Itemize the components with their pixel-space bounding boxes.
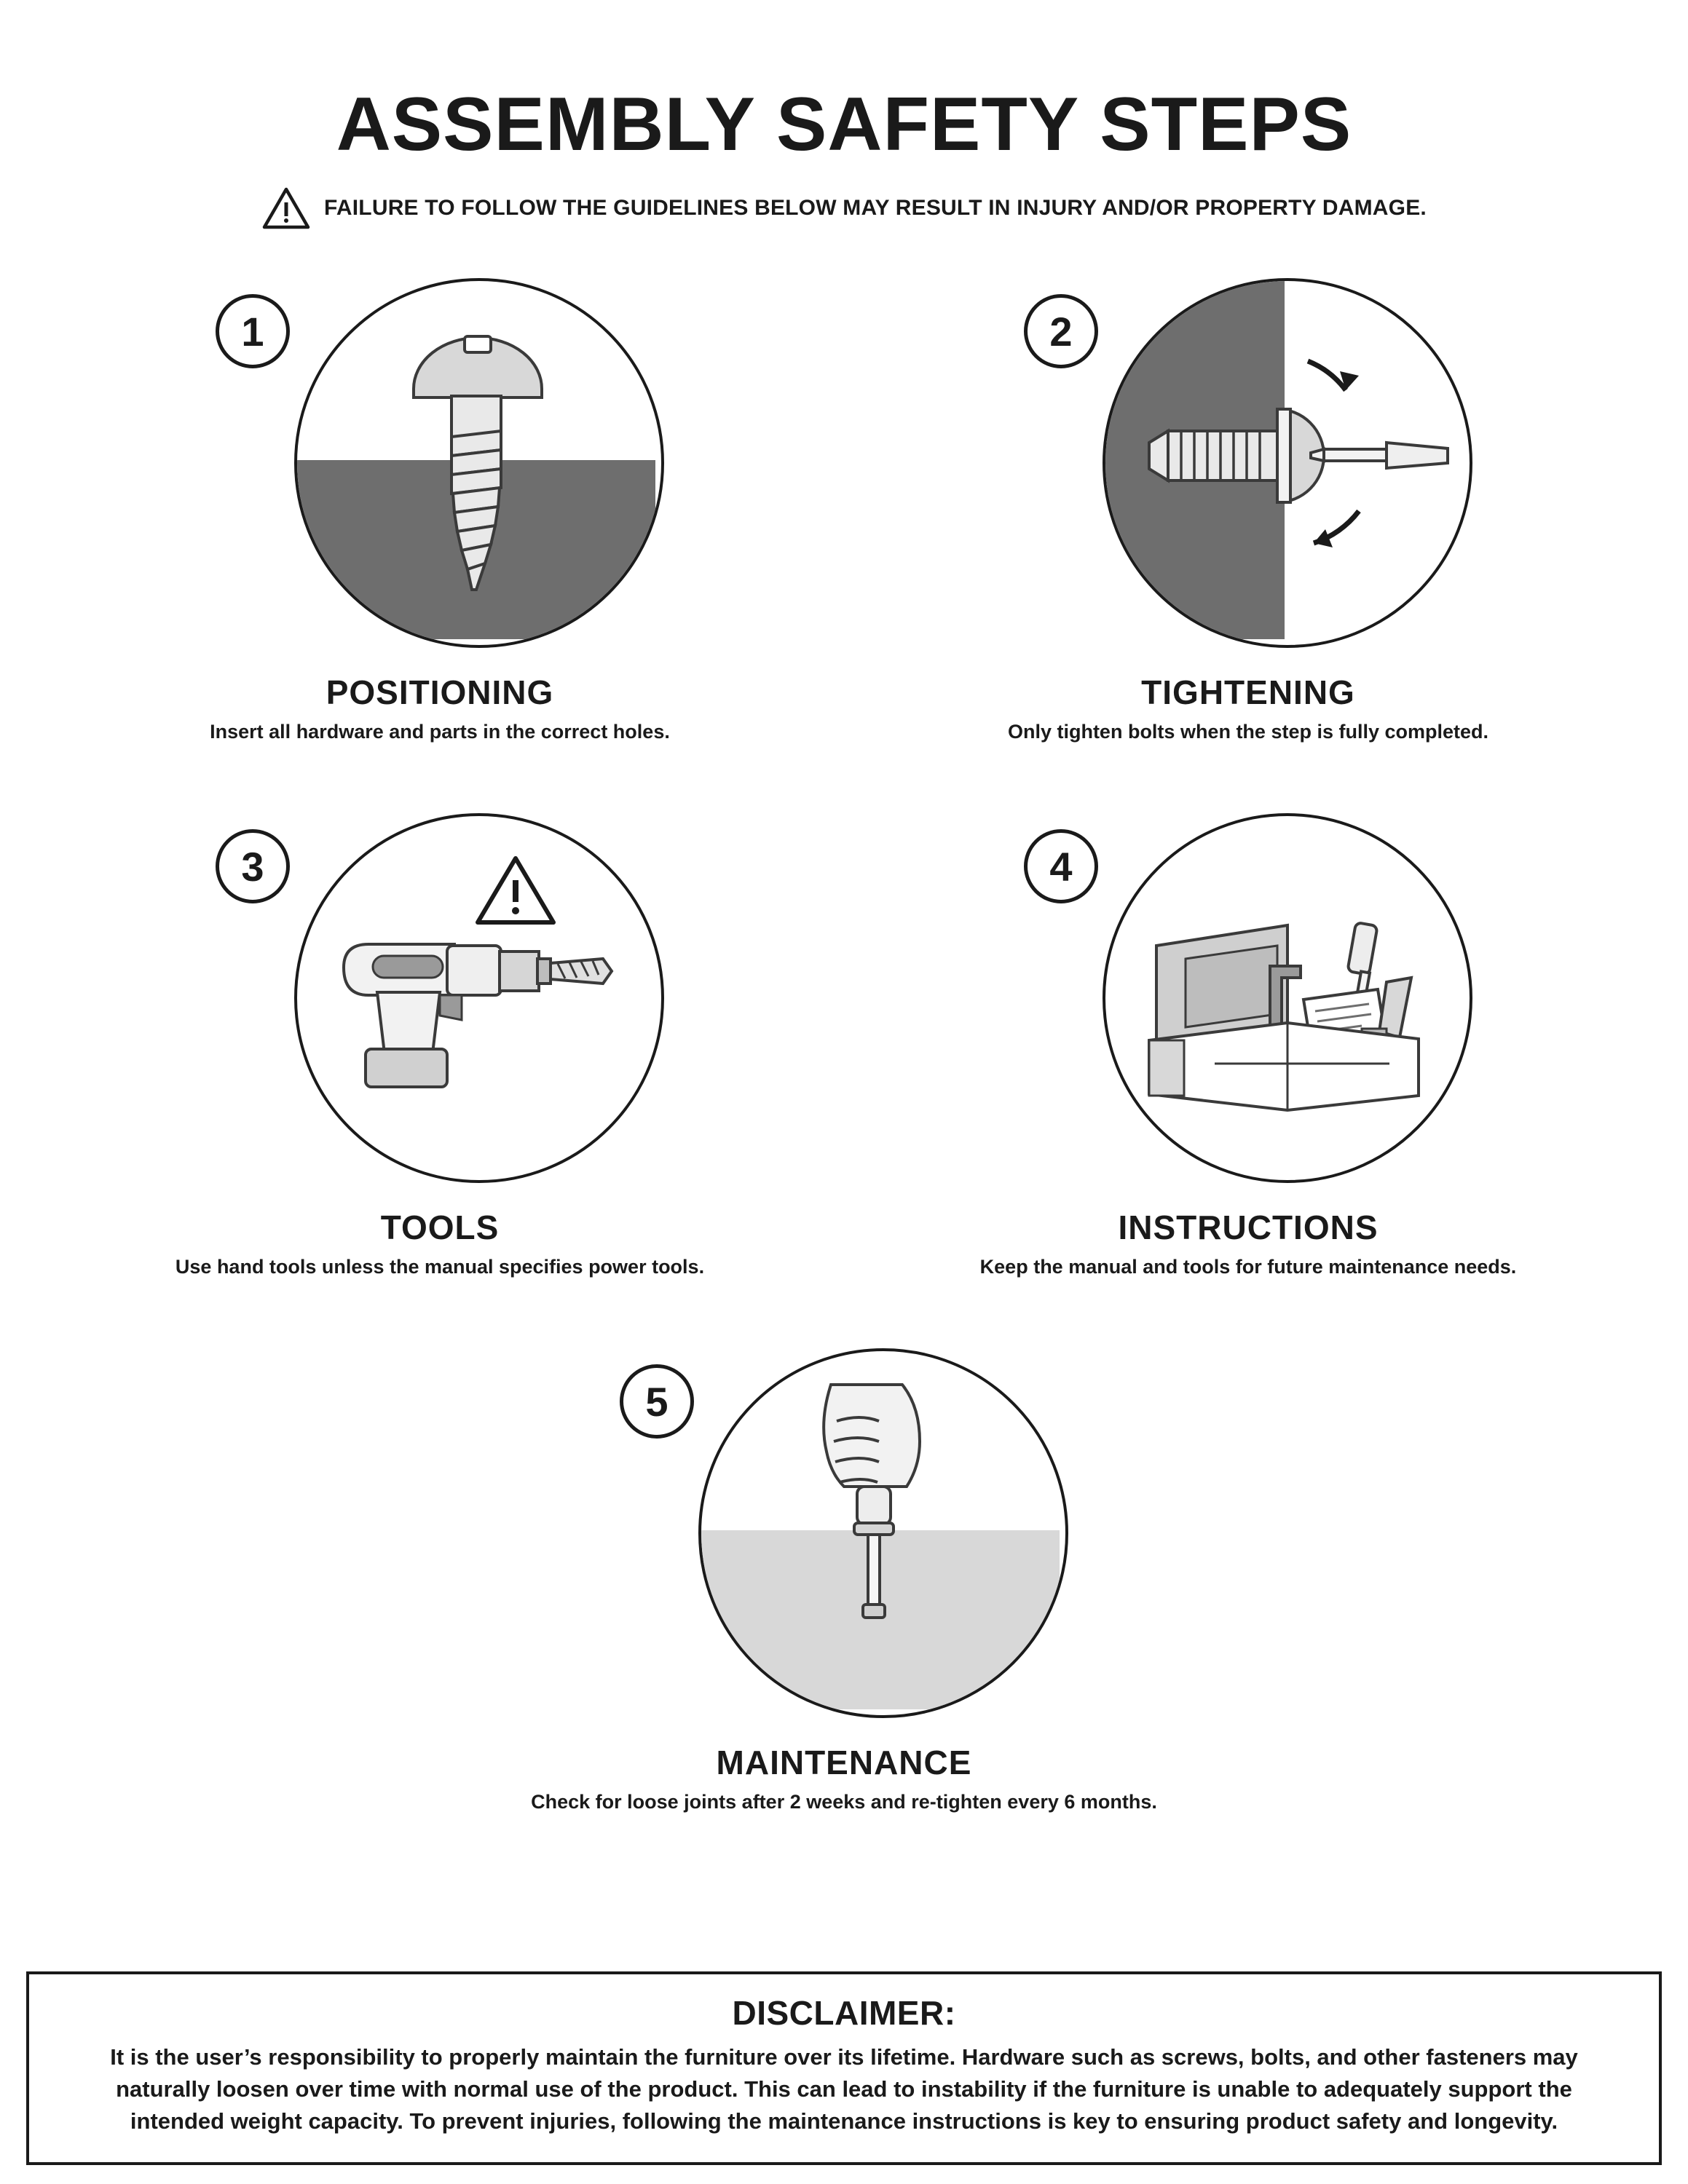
step-description: Only tighten bolts when the step is fully completed.: [1007, 721, 1489, 743]
disclaimer-box: [26, 1971, 1662, 2165]
steps-row-2: [0, 813, 1688, 1278]
step-description: Check for loose joints after 2 weeks and re-tighten every 6 months.: [531, 1791, 1157, 1813]
step-description: Use hand tools unless the manual specifies power tools.: [175, 1256, 705, 1278]
warning-banner: [0, 186, 1688, 230]
step-illustration-tightening: [1103, 278, 1472, 648]
step-number-badge: 4: [1024, 829, 1098, 903]
page-title: ASSEMBLY SAFETY STEPS: [336, 82, 1352, 167]
step-illustration-instructions: [1103, 813, 1472, 1183]
step-title: INSTRUCTIONS: [1118, 1208, 1379, 1247]
step-number-badge: 1: [216, 294, 290, 368]
steps-grid: [0, 278, 1688, 1813]
step-illustration-positioning: [294, 278, 664, 648]
step-title: TIGHTENING: [1141, 673, 1355, 712]
steps-row-1: [0, 278, 1688, 743]
step-card-tools: [36, 813, 844, 1278]
step-number-badge: 2: [1024, 294, 1098, 368]
step-card-tightening: [844, 278, 1652, 743]
step-card-positioning: [36, 278, 844, 743]
hand-screwdriver-icon: [701, 1351, 1060, 1709]
steps-row-3: [0, 1348, 1688, 1813]
bolt-screwdriver-rotation-icon: [1105, 281, 1464, 639]
step-description: Insert all hardware and parts in the correct holes.: [210, 721, 670, 743]
disclaimer-body: It is the user’s responsibility to properly maintain the furniture over its lifetime. Hardware such as screws, bolts, and other fasteners may naturally loosen over time with normal use of the product. This can lead to instability if the furniture is unable to adequately support the intended weight capacity. To prevent injuries, following the maintenance instructions is key to ensuring product safety and longevity.: [110, 2043, 1578, 2134]
step-card-maintenance: [440, 1348, 1248, 1813]
manual-and-toolbox-icon: [1105, 816, 1464, 1174]
step-illustration-tools: [294, 813, 664, 1183]
step-title: MAINTENANCE: [716, 1744, 972, 1782]
step-number-badge: 5: [620, 1364, 694, 1439]
warning-triangle-icon: [261, 186, 311, 230]
step-title: TOOLS: [380, 1208, 500, 1247]
header: [0, 0, 1688, 230]
step-card-instructions: [844, 813, 1652, 1278]
step-title: POSITIONING: [326, 673, 554, 712]
disclaimer-title: DISCLAIMER:: [732, 1993, 956, 2032]
warning-text: FAILURE TO FOLLOW THE GUIDELINES BELOW MAY RESULT IN INJURY AND/OR PROPERTY DAMAGE.: [324, 196, 1427, 221]
step-number-badge: 3: [216, 829, 290, 903]
step-description: Keep the manual and tools for future maintenance needs.: [979, 1256, 1517, 1278]
step-illustration-maintenance: [698, 1348, 1068, 1718]
power-drill-warning-icon: [297, 816, 655, 1174]
screw-in-material-icon: [297, 281, 655, 639]
